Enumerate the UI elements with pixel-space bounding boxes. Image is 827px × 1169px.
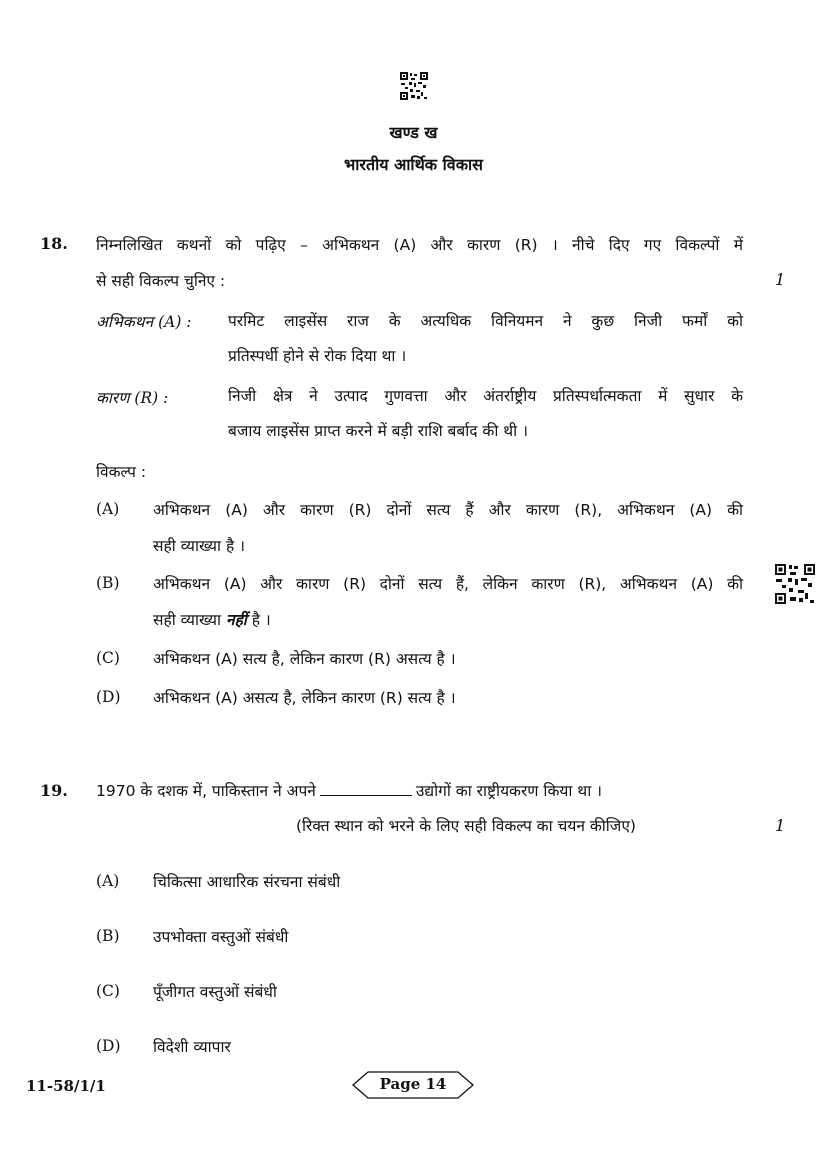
page-number: Page 14 (379, 1075, 447, 1093)
option-text: अभिकथन (A) और कारण (R) दोनों सत्य हैं और कारण (R), अभिकथन (A) की (153, 501, 743, 519)
option-text: अभिकथन (A) सत्य है, लेकिन कारण (R) असत्य है । (153, 650, 456, 668)
section-heading: खण्ड ख (389, 123, 438, 142)
option-text: अभिकथन (A) असत्य है, लेकिन कारण (R) सत्य है । (153, 689, 456, 707)
option-key: (C) (96, 982, 120, 1000)
section-subtitle: भारतीय आर्थिक विकास (344, 155, 483, 174)
question-number: 18. (40, 234, 68, 253)
option-text: अभिकथन (A) और कारण (R) दोनों सत्य हैं, लेकिन कारण (R), अभिकथन (A) की (153, 575, 743, 593)
question-stem-line: से सही विकल्प चुनिए : (96, 272, 226, 290)
option-text-part: सही व्याख्या (153, 611, 222, 629)
marks: 1 (775, 816, 786, 835)
options-heading: विकल्प : (96, 463, 147, 481)
option-text: सही व्याख्या है । (153, 537, 245, 555)
paper-code: 11-58/1/1 (26, 1077, 106, 1095)
option-key: (D) (96, 1037, 121, 1055)
fill-in-blank (320, 794, 412, 796)
option-text: चिकित्सा आधारिक संरचना संबंधी (153, 873, 341, 891)
assertion-text: परमिट लाइसेंस राज के अत्यधिक विनियमन ने कुछ निजी फर्मों को (228, 312, 743, 330)
reason-label: कारण (R) : (96, 389, 169, 407)
instruction-text: (रिक्त स्थान को भरने के लिए सही विकल्प का चयन कीजिए) (296, 817, 636, 835)
qr-code-icon (400, 72, 428, 100)
option-text: पूँजीगत वस्तुओं संबंधी (153, 983, 277, 1001)
assertion-label: अभिकथन (A) : (96, 313, 192, 331)
option-key: (D) (96, 688, 121, 706)
question-stem-part: 1970 के दशक में, पाकिस्तान ने अपने (96, 782, 316, 800)
reason-text: बजाय लाइसेंस प्राप्त करने में बड़ी राशि बर्बाद की थी । (228, 422, 528, 440)
option-text: उपभोक्ता वस्तुओं संबंधी (153, 928, 289, 946)
option-key: (A) (96, 500, 120, 518)
option-text (153, 608, 271, 630)
option-text-part: है । (251, 611, 271, 629)
question-stem-line: निम्नलिखित कथनों को पढ़िए – अभिकथन (A) और कारण (R) । नीचे दिए गए विकल्पों में (96, 236, 743, 254)
option-key: (C) (96, 649, 120, 667)
marks: 1 (775, 270, 786, 289)
option-key: (B) (96, 574, 120, 592)
qr-code-icon (775, 564, 815, 604)
assertion-text: प्रतिस्पर्धी होने से रोक दिया था । (228, 347, 407, 365)
reason-text: निजी क्षेत्र ने उत्पाद गुणवत्ता और अंतर्राष्ट्रीय प्रतिस्पर्धात्मकता में सुधार के (228, 387, 743, 405)
option-key: (A) (96, 872, 120, 890)
option-key: (B) (96, 927, 120, 945)
question-number: 19. (40, 781, 68, 800)
question-stem-part: उद्योगों का राष्ट्रीयकरण किया था । (415, 782, 603, 800)
emphasis-text: नहीं (225, 611, 247, 629)
question-stem (96, 779, 602, 801)
option-text: विदेशी व्यापार (153, 1038, 231, 1056)
